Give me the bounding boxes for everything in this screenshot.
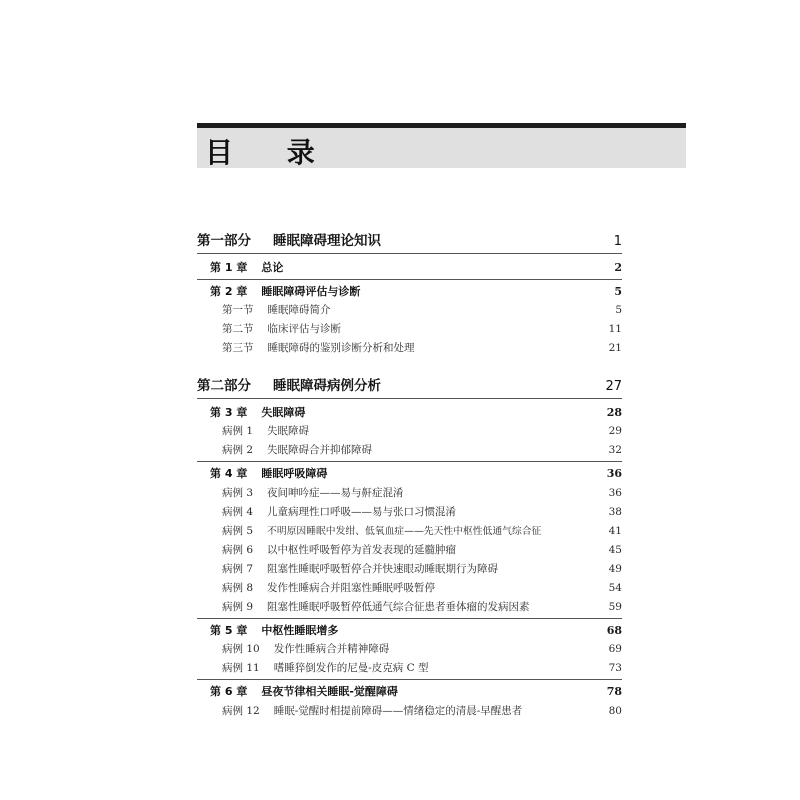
chapter-title: 中枢性睡眠增多 bbox=[261, 624, 339, 637]
toc-case[interactable] bbox=[197, 523, 622, 538]
part-title: 睡眠障碍病例分析 bbox=[273, 378, 381, 394]
toc-chapter-6[interactable] bbox=[197, 683, 622, 699]
toc-chapter-1[interactable] bbox=[197, 259, 622, 275]
toc-case[interactable] bbox=[197, 561, 622, 576]
part-label: 第二部分 bbox=[197, 378, 251, 394]
chapter-title: 睡眠呼吸障碍 bbox=[261, 467, 328, 480]
case-title: 失眠障碍 bbox=[267, 425, 310, 437]
toc-case[interactable] bbox=[197, 580, 622, 595]
chapter-label: 第 3 章 bbox=[210, 406, 248, 419]
chapter-label: 第 4 章 bbox=[210, 467, 248, 480]
toc-part-2[interactable] bbox=[197, 374, 622, 394]
chapter-label: 第 2 章 bbox=[210, 285, 248, 298]
page-number: 41 bbox=[608, 525, 622, 537]
toc-chapter-4[interactable] bbox=[197, 465, 622, 481]
toc-chapter-5[interactable] bbox=[197, 622, 622, 638]
page-number: 36 bbox=[608, 487, 622, 499]
page-number: 27 bbox=[605, 379, 622, 394]
chapter-divider bbox=[197, 279, 622, 280]
toc-case[interactable] bbox=[197, 660, 622, 675]
toc-case[interactable] bbox=[197, 641, 622, 656]
case-label: 病例 10 bbox=[222, 643, 260, 655]
page-number: 5 bbox=[615, 304, 622, 316]
toc-chapter-2[interactable] bbox=[197, 283, 622, 299]
chapter-label: 第 5 章 bbox=[210, 624, 248, 637]
section-label: 第二节 bbox=[222, 323, 254, 335]
toc-case[interactable] bbox=[197, 542, 622, 557]
case-label: 病例 11 bbox=[222, 662, 260, 674]
toc-section[interactable] bbox=[197, 302, 622, 317]
page-number: 54 bbox=[608, 582, 622, 594]
case-label: 病例 9 bbox=[222, 601, 254, 613]
case-title: 发作性睡病合并精神障碍 bbox=[273, 643, 390, 655]
case-label: 病例 1 bbox=[222, 425, 254, 437]
toc-case[interactable] bbox=[197, 504, 622, 519]
case-label: 病例 8 bbox=[222, 582, 254, 594]
page-number: 38 bbox=[608, 506, 622, 518]
page-number: 1 bbox=[613, 234, 622, 249]
toc-part-1[interactable] bbox=[197, 229, 622, 249]
case-title: 阻塞性睡眠呼吸暂停低通气综合征患者垂体瘤的发病因素 bbox=[267, 601, 530, 613]
chapter-divider bbox=[197, 679, 622, 680]
page-number: 78 bbox=[606, 685, 622, 698]
case-title: 嗜睡猝倒发作的尼曼-皮克病 C 型 bbox=[273, 662, 429, 674]
chapter-title: 总论 bbox=[261, 261, 284, 274]
case-title: 以中枢性呼吸暂停为首发表现的延髓肿瘤 bbox=[267, 544, 457, 556]
page-number: 2 bbox=[614, 261, 622, 274]
chapter-divider bbox=[197, 618, 622, 619]
page-number: 36 bbox=[606, 467, 622, 480]
chapter-label: 第 6 章 bbox=[210, 685, 248, 698]
part-title: 睡眠障碍理论知识 bbox=[273, 233, 381, 249]
part-label: 第一部分 bbox=[197, 233, 251, 249]
section-label: 第一节 bbox=[222, 304, 254, 316]
case-title: 阻塞性睡眠呼吸暂停合并快速眼动睡眠期行为障碍 bbox=[267, 563, 499, 575]
chapter-label: 第 1 章 bbox=[210, 261, 248, 274]
chapter-divider bbox=[197, 461, 622, 462]
page-number: 73 bbox=[608, 662, 622, 674]
part-divider bbox=[197, 253, 622, 254]
case-title: 睡眠-觉醒时相提前障碍——情绪稳定的清晨-早醒患者 bbox=[273, 705, 523, 717]
section-title: 睡眠障碍的鉴别诊断分析和处理 bbox=[267, 342, 415, 354]
toc-section[interactable] bbox=[197, 340, 622, 355]
case-label: 病例 6 bbox=[222, 544, 254, 556]
toc-case[interactable] bbox=[197, 442, 622, 457]
toc-case[interactable] bbox=[197, 599, 622, 614]
page-number: 32 bbox=[608, 444, 622, 456]
toc-case[interactable] bbox=[197, 423, 622, 438]
chapter-title: 失眠障碍 bbox=[261, 406, 306, 419]
chapter-title: 昼夜节律相关睡眠-觉醒障碍 bbox=[261, 685, 398, 698]
page-number: 80 bbox=[608, 705, 622, 717]
toc-chapter-3[interactable] bbox=[197, 404, 622, 420]
toc-case[interactable] bbox=[197, 703, 622, 718]
page-number: 11 bbox=[608, 323, 622, 335]
page-number: 68 bbox=[606, 624, 622, 637]
case-label: 病例 4 bbox=[222, 506, 254, 518]
case-label: 病例 5 bbox=[222, 525, 254, 537]
page-number: 69 bbox=[608, 643, 622, 655]
case-title: 不明原因睡眠中发绀、低氧血症——先天性中枢性低通气综合征 bbox=[267, 526, 542, 537]
case-title: 夜间呻吟症——易与鼾症混淆 bbox=[267, 487, 404, 499]
page-number: 59 bbox=[608, 601, 622, 613]
case-title: 失眠障碍合并抑郁障碍 bbox=[267, 444, 373, 456]
case-label: 病例 12 bbox=[222, 705, 260, 717]
page-number: 5 bbox=[614, 285, 622, 298]
section-title: 睡眠障碍简介 bbox=[267, 304, 331, 316]
part-divider bbox=[197, 398, 622, 399]
case-title: 发作性睡病合并阻塞性睡眠呼吸暂停 bbox=[267, 582, 436, 594]
case-label: 病例 3 bbox=[222, 487, 254, 499]
page-title: 目 录 bbox=[205, 136, 337, 169]
chapter-title: 睡眠障碍评估与诊断 bbox=[261, 285, 361, 298]
page-number: 21 bbox=[608, 342, 622, 354]
case-title: 儿童病理性口呼吸——易与张口习惯混淆 bbox=[267, 506, 457, 518]
case-label: 病例 2 bbox=[222, 444, 254, 456]
page-number: 28 bbox=[606, 406, 622, 419]
page-number: 49 bbox=[608, 563, 622, 575]
section-label: 第三节 bbox=[222, 342, 254, 354]
toc-section[interactable] bbox=[197, 321, 622, 336]
page-number: 45 bbox=[608, 544, 622, 556]
toc-case[interactable] bbox=[197, 485, 622, 500]
section-title: 临床评估与诊断 bbox=[267, 323, 341, 335]
page-number: 29 bbox=[608, 425, 622, 437]
case-label: 病例 7 bbox=[222, 563, 254, 575]
